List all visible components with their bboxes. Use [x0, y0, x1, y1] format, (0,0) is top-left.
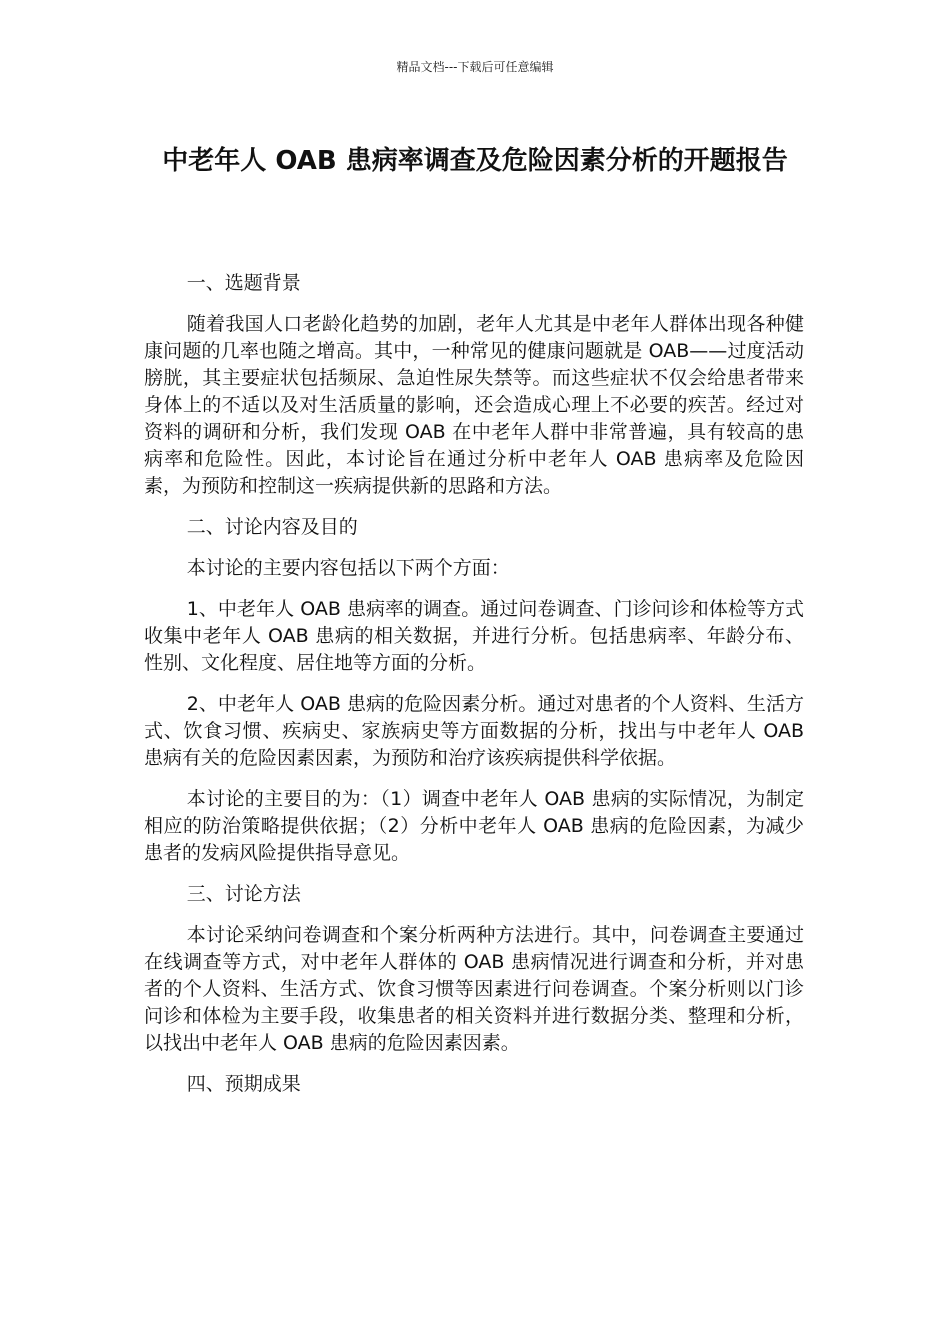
paragraph-purpose: 本讨论的主要目的为：（1）调查中老年人 OAB 患病的实际情况，为制定相应的防治策略提供依据；（2）分析中老年人 OAB 患病的危险因素，为减少患者的发病风险提供指导意见。 [144, 788, 804, 864]
document-title: 中老年人 OAB 患病率调查及危险因素分析的开题报告 [162, 146, 788, 176]
section-heading-expected-results: 四、预期成果 [186, 1073, 301, 1095]
header-note: 精品文档---下载后可任意编辑 [396, 60, 554, 74]
paragraph-background: 随着我国人口老龄化趋势的加剧，老年人尤其是中老年人群体出现各种健康问题的几率也随之增高。其中，一种常见的健康问题就是 OAB——过度活动膀胱，其主要症状包括频尿、急迫性尿失禁等。而这些症状不仅会给患者带来身体上的不适以及对生活质量的影响，还会造成心理上不必要的疾苦。经过对资料的调研和分析，我们发现 OAB 在中老年人群中非常普遍，具有较高的患病率和危险性。因此，本讨论旨在通过分析中老年人 OAB 患病率及危险因素，为预防和控制这一疾病提供新的思路和方法。 [144, 313, 804, 497]
document-body [144, 270, 804, 1112]
paragraph-content-item-1: 1、中老年人 OAB 患病率的调查。通过问卷调查、门诊问诊和体检等方式收集中老年人 OAB 患病的相关数据，并进行分析。包括患病率、年龄分布、性别、文化程度、居住地等方面的分析。 [144, 598, 804, 674]
section-heading-content-purpose: 二、讨论内容及目的 [186, 516, 358, 538]
paragraph-methods: 本讨论采纳问卷调查和个案分析两种方法进行。其中，问卷调查主要通过在线调查等方式，对中老年人群体的 OAB 患病情况进行调查和分析，并对患者的个人资料、生活方式、饮食习惯等因素进行问卷调查。个案分析则以门诊问诊和体检为主要手段，收集患者的相关资料并进行数据分类、整理和分析，以找出中老年人 OAB 患病的危险因素因素。 [144, 924, 804, 1054]
paragraph-content-item-2: 2、中老年人 OAB 患病的危险因素分析。通过对患者的个人资料、生活方式、饮食习惯、疾病史、家族病史等方面数据的分析，找出与中老年人 OAB 患病有关的危险因素因素，为预防和治疗该疾病提供科学依据。 [144, 693, 804, 769]
section-heading-background: 一、选题背景 [186, 272, 301, 294]
section-heading-methods: 三、讨论方法 [186, 883, 301, 905]
paragraph-content-intro: 本讨论的主要内容包括以下两个方面： [186, 557, 510, 579]
